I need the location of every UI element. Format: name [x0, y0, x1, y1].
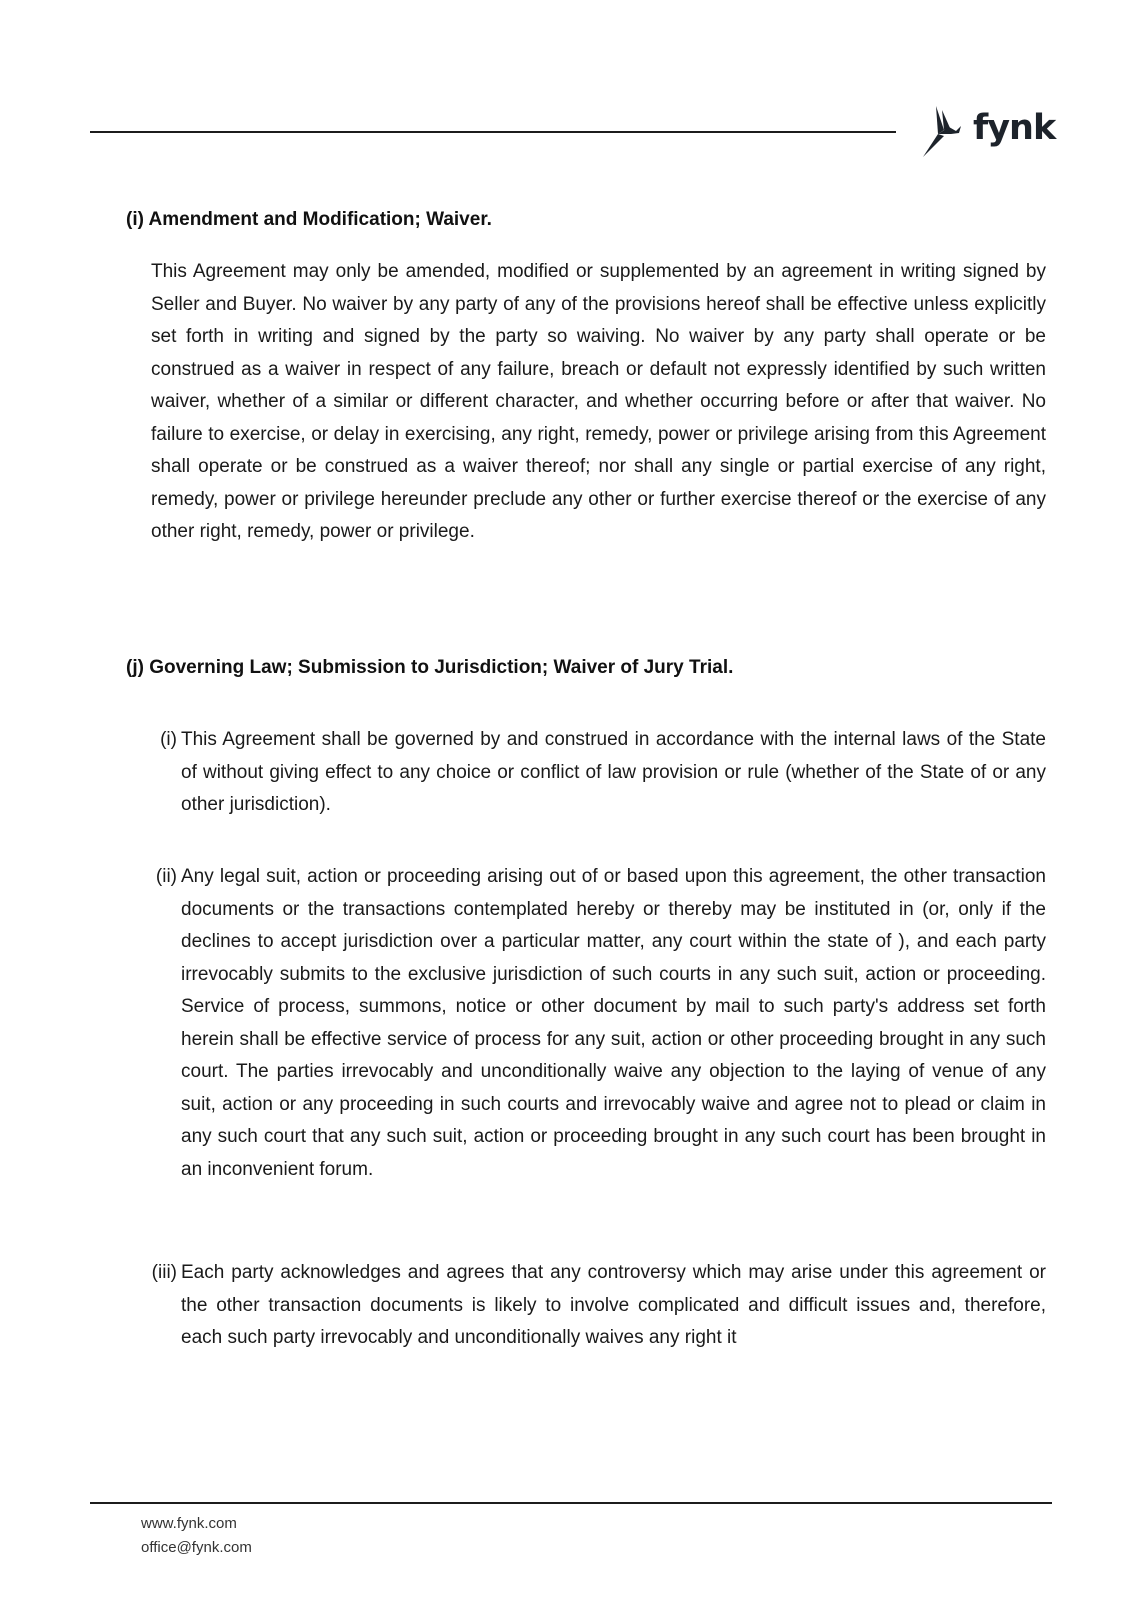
list-item — [151, 1257, 1046, 1355]
list-item-text: Each party acknowledges and agrees that any controversy which may arise under this agreement or the other transaction documents is likely to involve complicated and difficult issues and, therefore, each such party irrevocably and unconditionally waives any right it — [181, 1262, 1046, 1348]
list-item-text: Any legal suit, action or proceeding arising out of or based upon this agreement, the other transaction documents or the transactions contemplated hereby or thereby may be instituted in (or, only if the declines to accept jurisdiction over a particular matter, any court within the state of ), and each party irrevocably submits to the exclusive jurisdiction of such courts in any such suit, action or proceeding. Service of process, summons, notice or other document by mail to such party's address set forth herein shall be effective service of process for any suit, action or other proceeding brought in any such court. The parties irrevocably and unconditionally waive any objection to the laying of venue of any suit, action or any proceeding in such courts and irrevocably waive and agree not to plead or claim in any such court that any such suit, action or proceeding brought in any such court has been brought in an inconvenient forum. — [181, 866, 1046, 1180]
footer-divider — [90, 1502, 1052, 1504]
list-item-marker: (i) — [160, 729, 177, 750]
list-item — [160, 724, 1046, 822]
section-j-heading: (j) Governing Law; Submission to Jurisdiction; Waiver of Jury Trial. — [126, 657, 734, 678]
section-i-body: This Agreement may only be amended, modified or supplemented by an agreement in writing signed by Seller and Buyer. No waiver by any party of any of the provisions hereof shall be effective unless explicitly set forth in writing and signed by the party so waiving. No waiver by any party shall operate or be construed as a waiver in respect of any failure, breach or default not expressly identified by such written waiver, whether of a similar or different character, and whether occurring before or after that waiver. No failure to exercise, or delay in exercising, any right, remedy, power or privilege arising from this Agreement shall operate or be construed as a waiver thereof; nor shall any single or partial exercise of any right, remedy, power or privilege hereunder preclude any other or further exercise thereof or the exercise of any other right, remedy, power or privilege. — [151, 261, 1046, 542]
header-divider — [90, 131, 896, 133]
list-item-marker: (ii) — [155, 866, 177, 887]
list-item-marker: (iii) — [151, 1262, 177, 1283]
list-item-text: This Agreement shall be governed by and construed in accordance with the internal laws of the State of without giving effect to any choice or conflict of law provision or rule (whether of the State of or any other jurisdiction). — [181, 729, 1046, 815]
footer-email-link[interactable]: office@fynk.com — [141, 1539, 252, 1556]
list-item — [155, 861, 1046, 1186]
brand-name: fynk — [973, 108, 1056, 148]
section-i-heading: (i) Amendment and Modification; Waiver. — [126, 209, 492, 230]
bird-icon — [922, 106, 972, 158]
footer-website-link[interactable]: www.fynk.com — [141, 1515, 237, 1532]
fynk-logo — [922, 106, 1056, 162]
